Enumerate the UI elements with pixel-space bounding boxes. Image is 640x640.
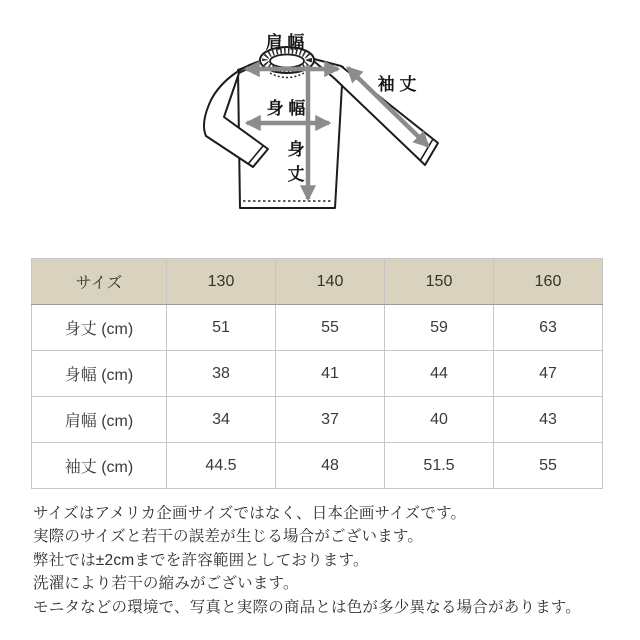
size-table-cell: 55 xyxy=(494,443,603,489)
size-table-cell: 37 xyxy=(276,397,385,443)
size-table-header-row xyxy=(32,259,603,305)
size-table-row-label: 袖丈 (cm) xyxy=(32,443,167,489)
size-table-header-cell: 150 xyxy=(385,259,494,305)
note-line: モニタなどの環境で、写真と実際の商品とは色が多少異なる場合があります。 xyxy=(33,598,581,616)
table-row xyxy=(32,351,603,397)
size-table-header-cell: 130 xyxy=(167,259,276,305)
shirt-measurement-diagram xyxy=(160,15,480,225)
size-table-cell: 40 xyxy=(385,397,494,443)
size-table-cell: 47 xyxy=(494,351,603,397)
body-length-label-top: 身 xyxy=(287,140,305,159)
size-table-cell: 34 xyxy=(167,397,276,443)
size-table-cell: 51 xyxy=(167,305,276,351)
disclaimer-notes xyxy=(33,502,623,619)
note-line: 洗濯により若干の縮みがございます。 xyxy=(33,575,299,593)
size-table-header-cell: 160 xyxy=(494,259,603,305)
note-line: 弊社では±2cmまでを許容範囲としております。 xyxy=(33,551,369,569)
sleeve-length-label: 袖 丈 xyxy=(377,75,417,94)
table-row xyxy=(32,397,603,443)
size-table-cell: 59 xyxy=(385,305,494,351)
body-length-label-bottom: 丈 xyxy=(287,165,305,184)
size-table-row-label: 身丈 (cm) xyxy=(32,305,167,351)
size-table-header-cell: 140 xyxy=(276,259,385,305)
shirt-diagram-svg xyxy=(160,15,480,225)
size-table-cell: 55 xyxy=(276,305,385,351)
table-row xyxy=(32,443,603,489)
shoulder-width-label: 肩 幅 xyxy=(265,33,305,52)
table-row xyxy=(32,305,603,351)
size-table-cell: 44 xyxy=(385,351,494,397)
size-table-cell: 63 xyxy=(494,305,603,351)
size-table-cell: 51.5 xyxy=(385,443,494,489)
note-line: サイズはアメリカ企画サイズではなく、日本企画サイズです。 xyxy=(33,505,467,522)
body-width-label: 身 幅 xyxy=(266,99,306,118)
note-line: 実際のサイズと若干の誤差が生じる場合がございます。 xyxy=(33,528,424,546)
size-table-cell: 44.5 xyxy=(167,443,276,489)
size-table-header-cell: サイズ xyxy=(32,259,167,305)
size-table-cell: 48 xyxy=(276,443,385,489)
size-table-cell: 38 xyxy=(167,351,276,397)
size-table-cell: 43 xyxy=(494,397,603,443)
size-table xyxy=(31,258,603,489)
size-table-row-label: 身幅 (cm) xyxy=(32,351,167,397)
shirt-body xyxy=(238,58,343,208)
size-table-row-label: 肩幅 (cm) xyxy=(32,397,167,443)
size-table-cell: 41 xyxy=(276,351,385,397)
